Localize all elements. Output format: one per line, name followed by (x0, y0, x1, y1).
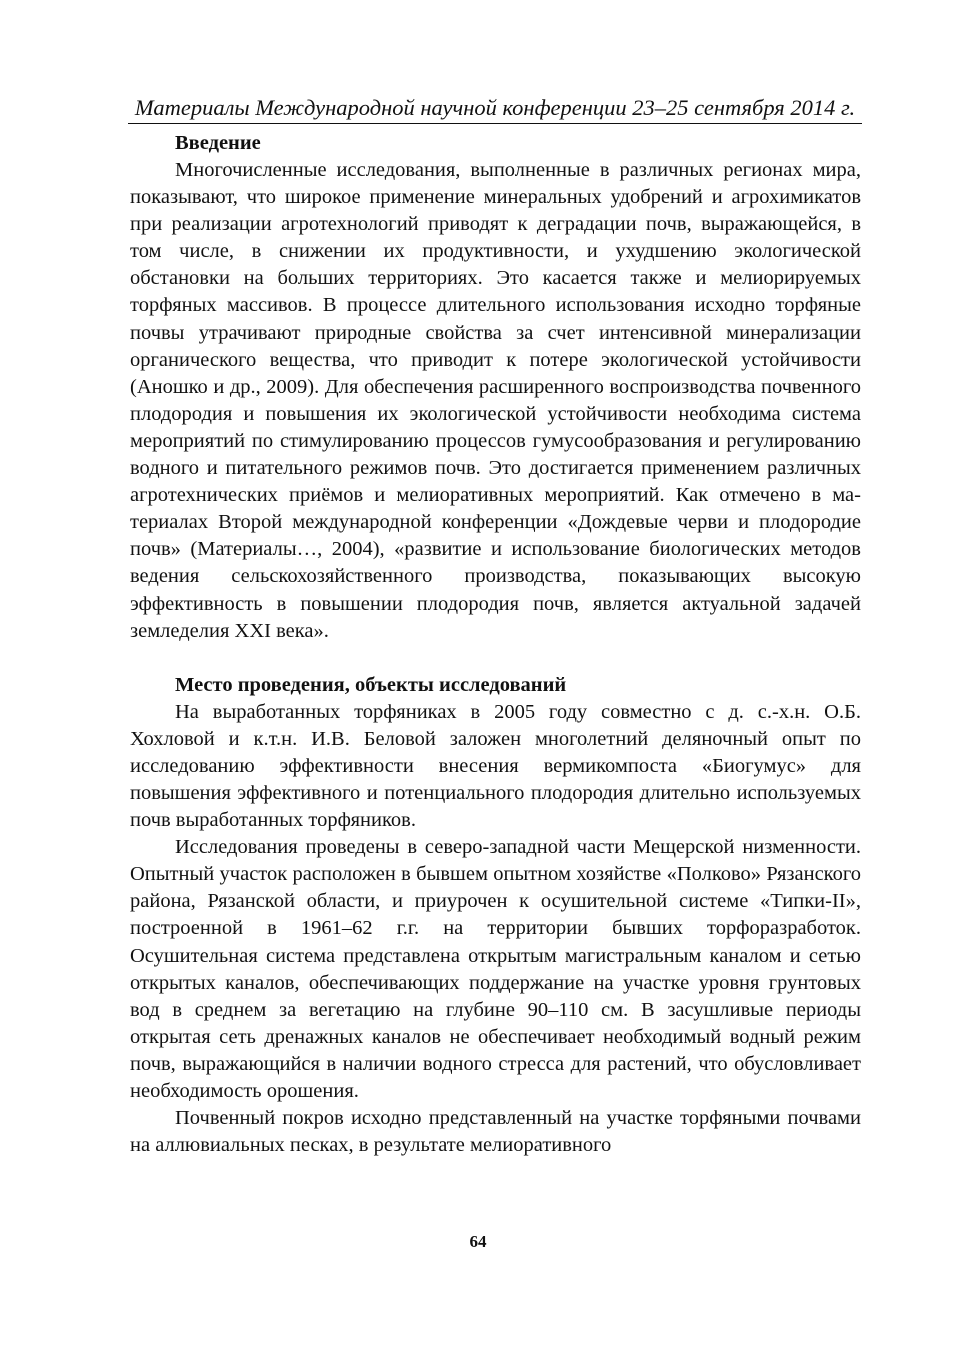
article-body (130, 130, 861, 1159)
section-heading-introduction: Введение (175, 132, 261, 154)
section-spacer (130, 645, 861, 672)
page-number: 64 (469, 1232, 487, 1251)
introduction-paragraph: Многочисленные исследования, выполненные в различных регионах мира, показывают, что широкое применение минеральных удобрений и агрохимикатов при реализации агротехнологий приводят к деградации почв, выражающейся, в том числе, в снижении их продуктивности, и ухудшению экологической обстановки на больших территориях. Это касается также и мелиорируемых торфяных массивов. В процессе длительного использования исходно торфяные почвы утрачивают природные свойства за счет интенсивной минерализации органического вещества, что приводит к потере экологической устойчивости (Аношко и др., 2009). Для обеспечения расширенного воспроизводства почвенного плодородия и повышения их экологической устойчивости необходима система мероприятий по стимулированию процессов гумусообразования и регулированию водного и питательного режимов почв. Это достигается применением различных агротехнических приёмов и мелиоративных мероприятий. Как отмечено в материалах Второй международной конференции «Дождевые черви и плодородие почв» (Материалы…, 2004), «развитие и использование биологических методов ведения сельскохозяйственного производства, показывающих высокую эффективность в повышении плодородия почв, является актуальной задачей земледелия XXI века». (130, 159, 861, 642)
study-site-paragraph-2: Исследования проведены в северо-западной части Мещерской низменности. Опытный участок расположен в бывшем опытном хозяйстве «Полково» Рязанского района, Рязанской области, и приурочен к осушительной системе «Типки-II», построенной в 1961–62 г.г. на территории бывших торфоразработок. Осушительная система представлена открытым магистральным каналом и сетью открытых каналов, обеспечивающих поддержание на участке уровня грунтовых вод в среднем за вегетацию на глубине 90–110 см. В засушливые периоды открытая сеть дренажных каналов не обеспечивает необходимый водный режим почв, выражающийся в наличии водного стресса для растений, что обусловливает необходимость орошения. (130, 836, 861, 1102)
study-site-paragraph-1: На выработанных торфяниках в 2005 году совместно с д. с.-х.н. О.Б. Хохловой и к.т.н. И.В. Беловой заложен многолетний деляночный опыт по исследованию эффективности внесения вермикомпоста «Биогумус» для повышения эффективного и потенциального плодородия длительно используемых почв выработанных торфяников. (130, 700, 861, 832)
section-heading-study-site: Место проведения, объекты исследований (175, 673, 567, 696)
running-header: Материалы Международной научной конференции 23–25 сентября 2014 г. (128, 94, 862, 124)
study-site-paragraph-3: Почвенный покров исходно представленный на участке торфяными почвами на аллювиальных песках, в результате мелиоративного (130, 1107, 861, 1157)
